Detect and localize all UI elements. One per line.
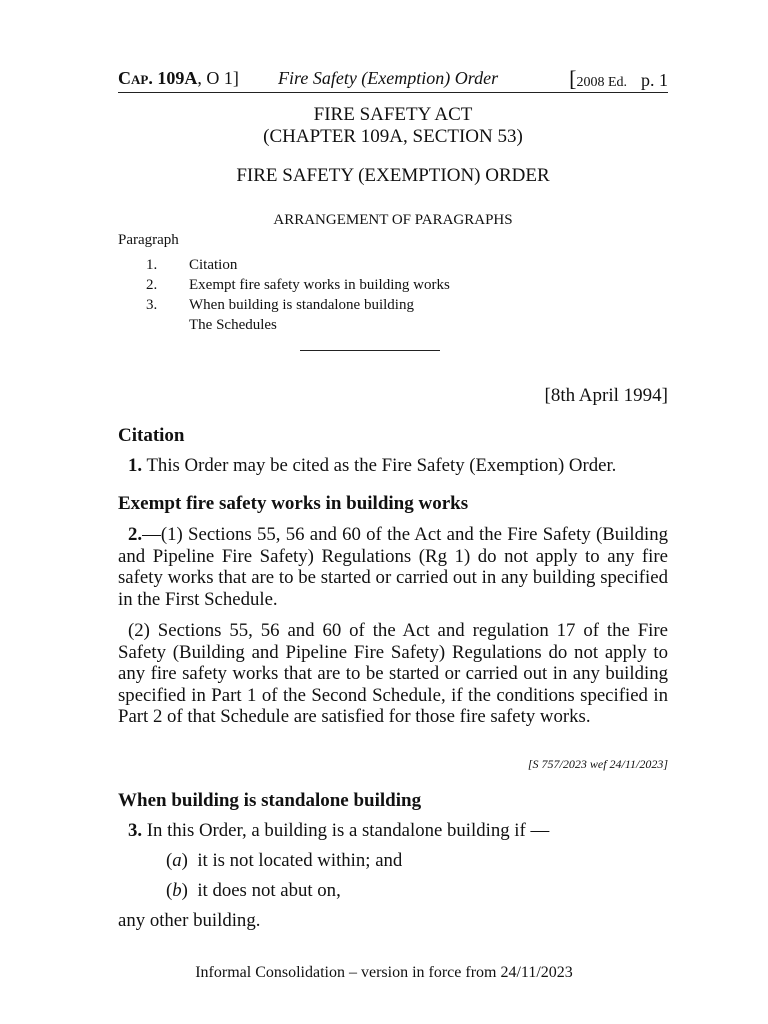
amendment-note: [S 757/2023 wef 24/11/2023] (527, 757, 668, 771)
section-heading-exempt: Exempt fire safety works in building works (118, 493, 469, 514)
act-title-block (118, 104, 668, 148)
act-title: FIRE SAFETY ACT (313, 104, 473, 125)
running-title: Fire Safety (Exemption) Order (278, 68, 499, 88)
order-title: FIRE SAFETY (EXEMPTION) ORDER (236, 165, 550, 186)
section-3-text: 3. In this Order, a building is a standalone building if — (128, 820, 550, 841)
paragraph-label: Paragraph (118, 232, 179, 248)
arrangement-title: ARRANGEMENT OF PARAGRAPHS (273, 212, 513, 228)
footer: Informal Consolidation – version in force from 24/11/2023 (195, 964, 573, 981)
commencement-date: [8th April 1994] (544, 385, 668, 406)
section-1-text: 1. This Order may be cited as the Fire Safety (Exemption) Order. (128, 455, 617, 476)
chapter-reference: Cap. 109A, O 1] (118, 68, 239, 88)
chapter-line: (CHAPTER 109A, SECTION 53) (263, 126, 523, 147)
edition-page: [2008 Ed. p. 1 (569, 66, 668, 91)
page-number: p. 1 (641, 70, 668, 90)
section-2-subsection-1: 2.—(1) Sections 55, 56 and 60 of the Act and the Fire Safety (Building and Pipeline Fire Safety) Regulations (Rg 1) do not apply to any fire safety works that are to be started or carried out in any building specified in the First Schedule. (118, 524, 668, 610)
list-item: (a) it is not located within; and (166, 850, 403, 871)
list-item: (b) it does not abut on, (166, 880, 341, 901)
section-3-closing: any other building. (118, 910, 261, 931)
section-heading-citation: Citation (118, 425, 185, 446)
edition: 2008 Ed. (576, 75, 627, 90)
divider (300, 350, 440, 351)
running-header (118, 66, 668, 93)
section-heading-standalone: When building is standalone building (118, 790, 422, 811)
section-2-subsection-2: (2) Sections 55, 56 and 60 of the Act and regulation 17 of the Fire Safety (Building and Pipeline Fire Safety) Regulations do not apply to any fire safety works that are to be started or carried out in any building specified in Part 1 of the Second Schedule, if the conditions specified in Part 2 of that Schedule are satisfied for those fire safety works. (118, 620, 668, 727)
